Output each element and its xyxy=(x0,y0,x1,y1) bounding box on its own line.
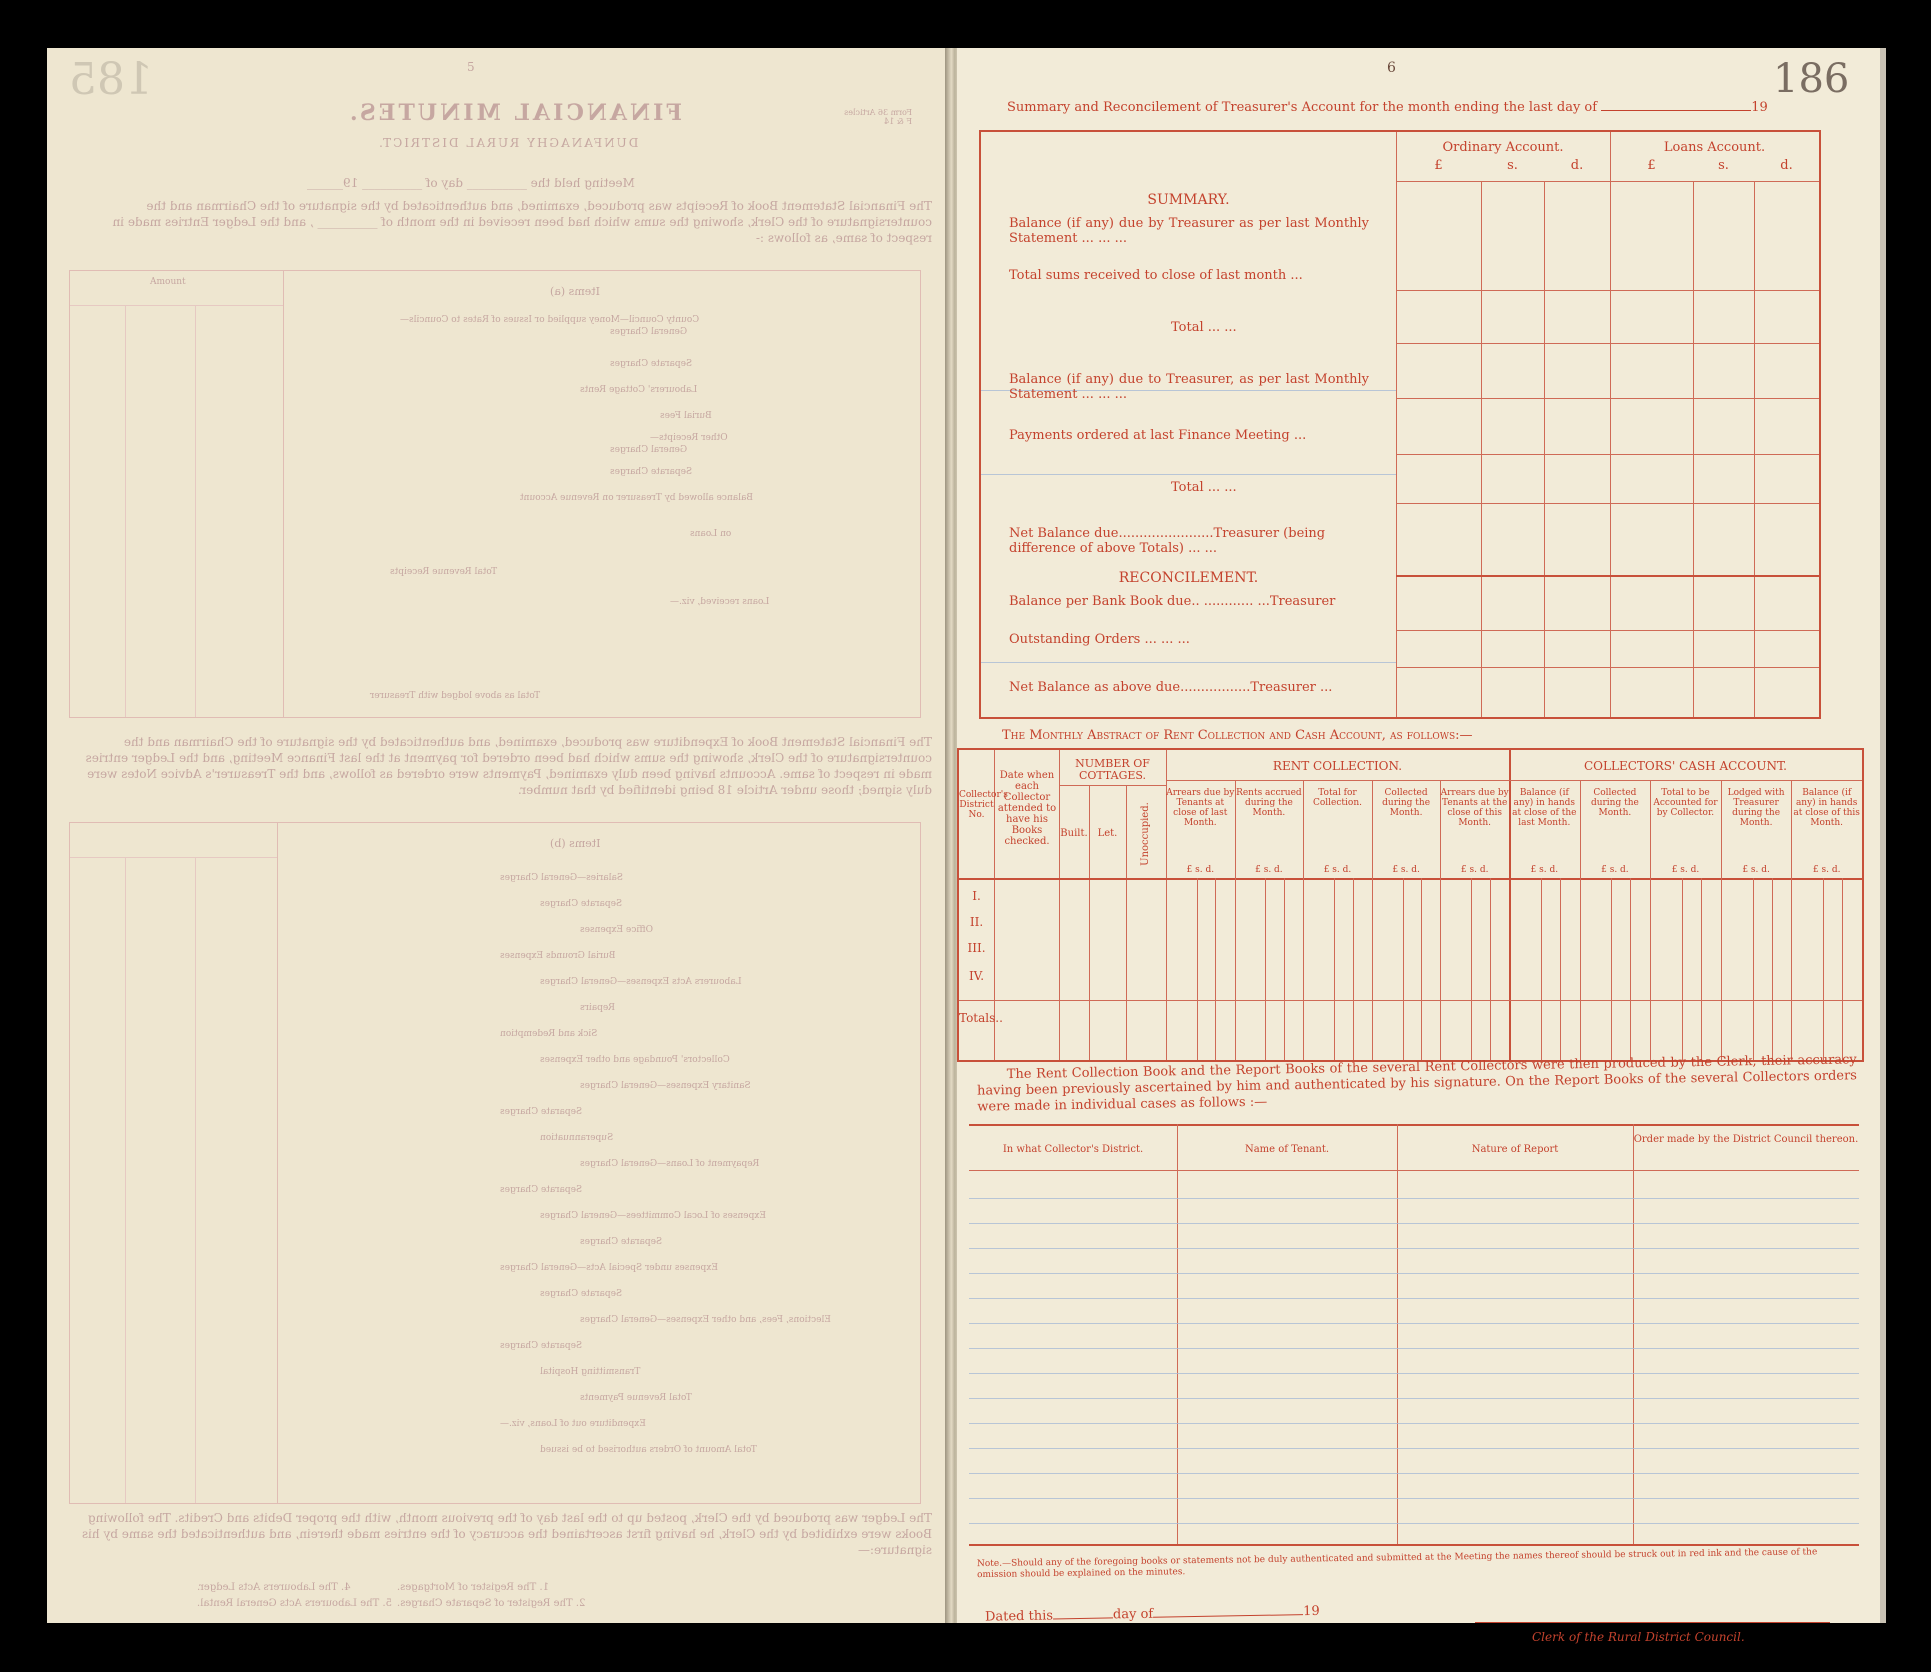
receipts-amount-header: Amount xyxy=(150,277,186,287)
summary-heading xyxy=(1007,100,1827,115)
lsd-label: £ s. d. xyxy=(1186,865,1215,875)
right-page-number: 186 xyxy=(1773,56,1850,102)
abstract-row-label: IV. xyxy=(968,969,985,983)
reconcilement-row-3: Net Balance as above due.................Treasurer ... xyxy=(1009,680,1333,695)
abstract-table xyxy=(957,748,1864,1062)
left-books-1: 1. The Register of Mortgages. xyxy=(397,1582,549,1593)
left-district: DUNFANAGHY RURAL DISTRICT. xyxy=(377,136,639,150)
payments-item: Separate Charges xyxy=(500,1341,583,1351)
payments-item: Sanitary Expenses—General Charges xyxy=(580,1081,751,1091)
cash-subcol-3: Total to be Accounted for by Collector. xyxy=(1653,788,1718,818)
payments-item: Elections, Fees, and other Expenses—General Charges xyxy=(580,1315,831,1325)
summary-table xyxy=(979,130,1821,719)
reconcilement-row-1: Balance per Bank Book due.. ............ ...Treasurer xyxy=(1009,594,1336,609)
receipts-item-3: Separate Charges xyxy=(610,359,693,369)
payments-item: Superannuation xyxy=(540,1133,614,1143)
rent-subcol-5: Arrears due by Tenants at the close of this Month. xyxy=(1440,788,1509,828)
abstract-row-label: Totals.. xyxy=(959,1011,1003,1025)
dated-line xyxy=(985,1602,1405,1624)
left-page xyxy=(47,48,952,1623)
summary-row-4: Balance (if any) due to Treasurer, as per last Monthly Statement ... ... ... xyxy=(1009,372,1369,402)
ordinary-account-header: Ordinary Account. xyxy=(1442,140,1564,155)
report-col-district: In what Collector's District. xyxy=(1002,1144,1144,1155)
receipts-item-10: on Loans xyxy=(690,529,732,539)
report-col-nature: Nature of Report xyxy=(1471,1144,1559,1155)
receipts-item-4: Labourers' Cottage Rents xyxy=(580,385,698,395)
receipts-item-11: Total Revenue Receipts xyxy=(390,567,498,577)
summary-row-3: Total ... ... xyxy=(1171,320,1237,335)
reconcilement-label: RECONCILEMENT. xyxy=(1118,570,1259,586)
loans-pence: d. xyxy=(1780,158,1793,173)
payments-item: Salaries—General Charges xyxy=(500,873,624,883)
receipts-item-6: Other Receipts— xyxy=(650,433,728,443)
summary-row-2: Total sums received to close of last month ... xyxy=(1009,268,1303,283)
summary-row-1: Balance (if any) due by Treasurer as per last Monthly Statement ... ... ... xyxy=(1009,216,1369,246)
dated-this-label: Dated this xyxy=(984,1608,1054,1625)
right-folio: 6 xyxy=(1387,60,1396,76)
receipts-item-7: General Charges xyxy=(610,445,688,455)
clerk-signature-label: Clerk of the Rural District Council. xyxy=(1532,1630,1745,1644)
payments-item: Repayment of Loans—General Charges xyxy=(580,1159,760,1169)
rent-subcol-3: Total for Collection. xyxy=(1312,788,1362,808)
left-receipts-table xyxy=(69,270,921,718)
payments-item: Office Expenses xyxy=(580,925,653,935)
left-meeting-line: Meeting held the __________ day of __________ 19______ xyxy=(307,176,635,190)
payments-item: Expenditure out of Loans, viz.— xyxy=(500,1419,646,1429)
payments-item: Collectors' Poundage and other Expenses xyxy=(540,1055,730,1065)
receipts-item-5: Burial Fees xyxy=(660,411,712,421)
receipts-item-1: County Council—Money supplied or Issues of Rates to Councils— xyxy=(400,315,700,325)
left-books-3: 4. The Labourers Acts Ledger. xyxy=(197,1582,351,1593)
payments-item: Separate Charges xyxy=(580,1237,663,1247)
left-paragraph-3: The Ledger was produced by the Clerk, posted up to the last day of the previous month, with the proper Debits and Credits. The following Books were exhibited by the Clerk, he having first ascertained the accuracy of the entries made therein, and authenticated the same by his signature:— xyxy=(81,1511,932,1557)
cottages-let: Let. xyxy=(1097,828,1118,839)
summary-row-5: Payments ordered at last Finance Meeting ... xyxy=(1009,428,1307,443)
payments-item: Expenses under Special Acts—General Charges xyxy=(500,1263,718,1273)
report-paragraph: The Rent Collection Book and the Report Books of the several Rent Collectors were then produced by the Clerk, their accuracy having been previously ascertained by him and authenticated by his signature. On the Report Books of the several Collectors orders were made in individual cases as follows :— xyxy=(976,1052,1858,1115)
loans-pounds: £ xyxy=(1647,158,1656,173)
payments-item: Burial Grounds Expenses xyxy=(500,951,616,961)
rent-subcol-1: Arrears due by Tenants at close of last Month. xyxy=(1166,788,1235,828)
lsd-label: £ s. d. xyxy=(1460,865,1489,875)
cash-subcol-1: Balance (if any) in hands at close of the last Month. xyxy=(1512,788,1577,828)
cash-subcol-2: Collected during the Month. xyxy=(1590,788,1639,818)
abstract-heading: The Monthly Abstract of Rent Collection and Cash Account, as follows:— xyxy=(1002,728,1473,743)
ordinary-pounds: £ xyxy=(1434,158,1443,173)
cottages-built: Built. xyxy=(1060,828,1088,839)
cash-subcol-4: Lodged with Treasurer during the Month. xyxy=(1727,788,1785,828)
right-page xyxy=(957,48,1882,1644)
receipts-item-12: Loans received, viz.— xyxy=(670,597,770,607)
day-of-label: day of xyxy=(1112,1606,1154,1623)
cash-account-header: COLLECTORS' CASH ACCOUNT. xyxy=(1584,759,1787,773)
receipts-item-8: Separate Charges xyxy=(610,467,693,477)
cash-subcol-5: Balance (if any) in hands at close of this Month. xyxy=(1793,788,1860,828)
payments-item: Separate Charges xyxy=(540,899,623,909)
rent-collection-header: RENT COLLECTION. xyxy=(1272,759,1403,773)
cottages-unoccupied: Unoccupied. xyxy=(1140,802,1151,866)
lsd-label: £ s. d. xyxy=(1323,865,1352,875)
ordinary-shillings: s. xyxy=(1507,158,1518,173)
page-edge xyxy=(1880,48,1886,1623)
rent-subcol-2: Rents accrued during the Month. xyxy=(1236,788,1302,818)
payments-item: Transmitting Hospital xyxy=(540,1367,641,1377)
left-page-number: 185 xyxy=(69,54,153,105)
lsd-label: £ s. d. xyxy=(1255,865,1283,875)
loans-account-header: Loans Account. xyxy=(1663,140,1766,155)
loans-shillings: s. xyxy=(1718,158,1729,173)
abstract-row-label: I. xyxy=(972,889,981,903)
dated-year: 19 xyxy=(1303,1603,1320,1620)
payments-item: Expenses of Local Committees—General Charges xyxy=(540,1211,766,1221)
left-paragraph-1: The Financial Statement Book of Receipts was produced, examined, and authenticated by the signature of the Chairman and the countersignature of the Clerk, showing the sums which had been received in the month of __________ , and the Ledger Entries made in respect of same, as follows :- xyxy=(112,199,932,245)
payments-items-header: Items (b) xyxy=(550,837,601,850)
payments-item: Total Amount of Orders authorised to be issued xyxy=(540,1445,757,1455)
summary-heading-year: 19 xyxy=(1751,100,1768,115)
left-paragraph-2: The Financial Statement Book of Expenditure was produced, examined, and authenticated by the signature of the Chairman and the countersignature of the Clerk, showing the sums which had been ordered for payment at the last Finance Meeting, and the Ledger entries made in respect of same. Accounts having been duly examined, Payments were ordered as follows, and the Treasurer's Advice Notes were duly signed; those under Article 18 being identified by that number. xyxy=(85,735,932,797)
abstract-row-label: III. xyxy=(967,941,986,955)
payments-item: Total Revenue Payments xyxy=(580,1393,692,1403)
abstract-cottages-header: NUMBER OF COTTAGES. xyxy=(1075,757,1150,782)
abstract-collector-header: Collector's District No. xyxy=(959,790,1008,820)
summary-row-6: Total ... ... xyxy=(1171,480,1237,495)
ordinary-pence: d. xyxy=(1570,158,1584,173)
left-folio: 5 xyxy=(467,60,475,74)
report-table xyxy=(969,1120,1859,1550)
payments-item: Labourers Acts Expenses—General Charges xyxy=(540,977,742,987)
lsd-label: £ s. d. xyxy=(1392,865,1420,875)
payments-item: Separate Charges xyxy=(500,1107,583,1117)
receipts-item-13: Total as above lodged with Treasurer xyxy=(370,691,541,701)
lsd-label: £ s. d. xyxy=(1742,865,1770,875)
lsd-label: £ s. d. xyxy=(1530,865,1559,875)
report-col-tenant: Name of Tenant. xyxy=(1244,1144,1330,1155)
left-payments-table xyxy=(69,822,921,1504)
left-form-code: Form 36 Articles F & 14 xyxy=(844,108,912,126)
left-books-2: 2. The Register of Separate Charges. xyxy=(397,1598,586,1609)
note-text: Note.—Should any of the foregoing books or statements not be duly authenticated and submitted at the Meeting the names thereof should be struck out in red ink and the cause of the omission should be explained on the minutes. xyxy=(976,1547,1818,1581)
lsd-label: £ s. d. xyxy=(1671,865,1700,875)
payments-item: Separate Charges xyxy=(540,1289,623,1299)
payments-item: Separate Charges xyxy=(500,1185,583,1195)
report-col-order: Order made by the District Council thereon. xyxy=(1633,1134,1859,1145)
left-books-4: 5. The Labourers Acts General Rental. xyxy=(197,1598,392,1609)
receipts-item-2: General Charges xyxy=(610,327,688,337)
payments-item: Repairs xyxy=(580,1003,616,1013)
abstract-row-label: II. xyxy=(969,915,984,929)
left-title: FINANCIAL MINUTES. xyxy=(347,100,683,126)
abstract-date-header: Date when each Collector attended to have his Books checked. xyxy=(997,770,1057,847)
reconcilement-row-2: Outstanding Orders ... ... ... xyxy=(1009,632,1190,647)
lsd-label: £ s. d. xyxy=(1812,865,1841,875)
summary-label: SUMMARY. xyxy=(1147,192,1230,208)
receipts-item-9: Balance allowed by Treasurer on Revenue Account xyxy=(520,493,753,503)
rent-subcol-4: Collected during the Month. xyxy=(1382,788,1431,818)
summary-row-7: Net Balance due.......................Treasurer (being difference of above Totals) ... ... xyxy=(1009,526,1326,556)
lsd-label: £ s. d. xyxy=(1601,865,1629,875)
payments-item: Sick and Redemption xyxy=(500,1029,598,1039)
summary-heading-text: Summary and Reconcilement of Treasurer's Account for the month ending the last day of xyxy=(1007,100,1598,115)
receipts-items-header: Items (a) xyxy=(550,285,600,298)
